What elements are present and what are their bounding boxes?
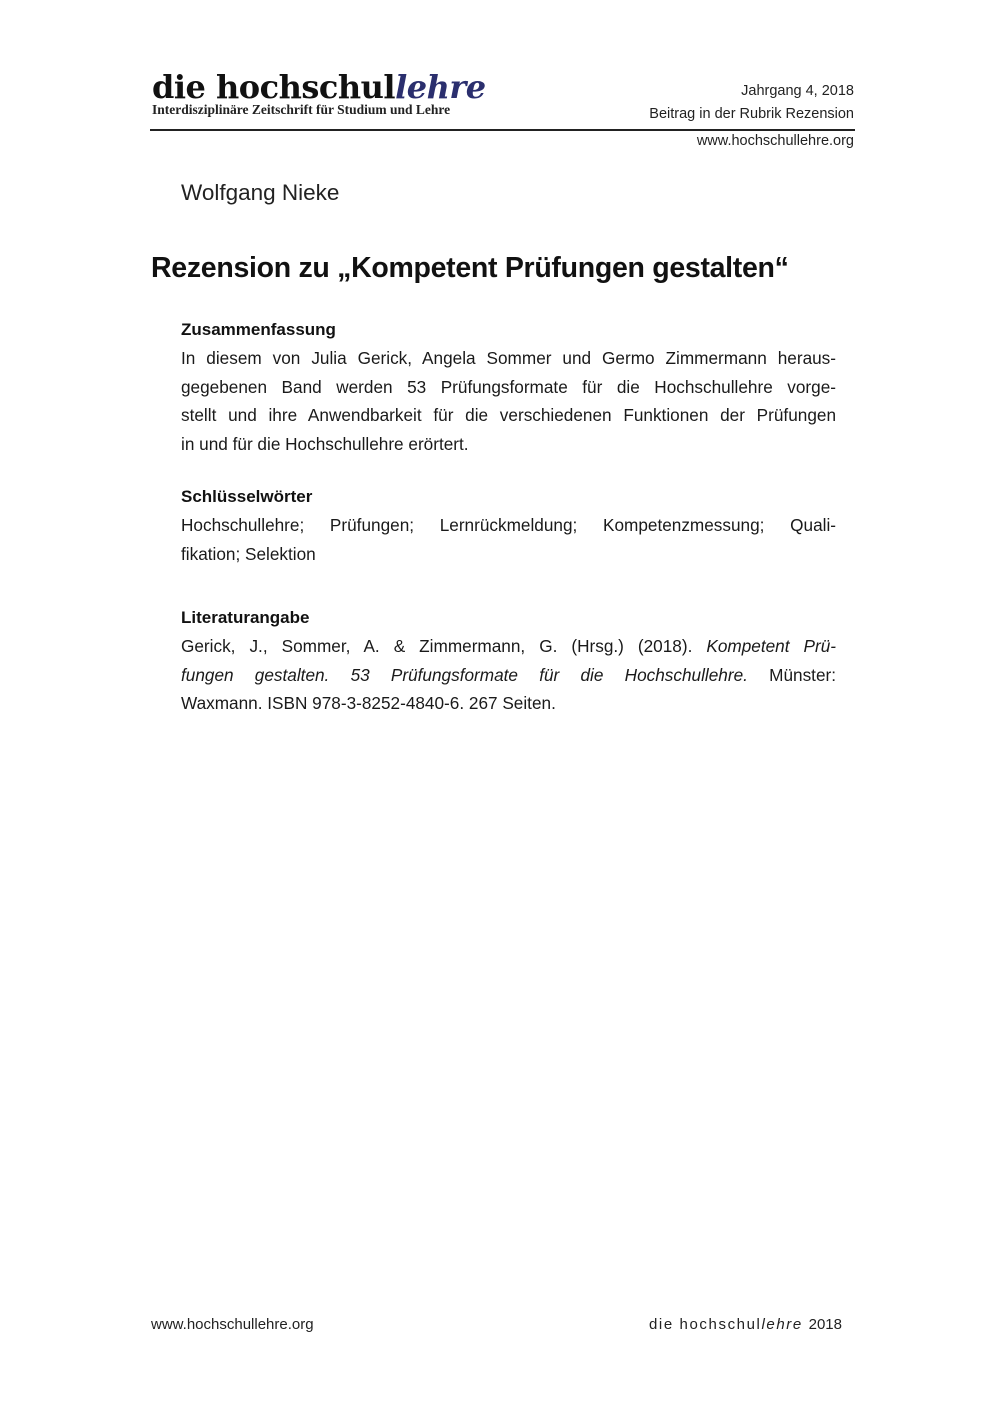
- logo-accent: lehre: [395, 68, 486, 106]
- summary-text: [181, 344, 836, 458]
- citation-line: [181, 632, 836, 661]
- journal-subtitle: Interdisziplinäre Zeitschrift für Studium und Lehre: [152, 102, 451, 117]
- footer-year: 2018: [808, 1316, 842, 1333]
- keywords-section: [181, 487, 836, 568]
- summary-line: gegebenen Band werden 53 Prüfungsformate für die Hochschullehre vorge-: [181, 376, 836, 397]
- header-divider: [150, 129, 855, 131]
- summary-line: in und für die Hochschullehre erörtert.: [181, 433, 469, 454]
- citation-heading: Literaturangabe: [181, 608, 310, 627]
- summary-line: stellt und ihre Anwendbarkeit für die verschiedenen Funktionen der Prüfungen: [181, 405, 836, 426]
- footer-journal: [649, 1316, 842, 1333]
- citation-book-title: Kompetent Prü-: [706, 636, 836, 656]
- rubric-info: Beitrag in der Rubrik Rezension: [649, 106, 854, 122]
- volume-info: Jahrgang 4, 2018: [741, 83, 854, 99]
- citation-authors: Gerick, J., Sommer, A. & Zimmermann, G. (Hrsg.) (2018).: [181, 636, 707, 656]
- citation-section: [181, 608, 836, 718]
- author-name: Wolfgang Nieke: [181, 180, 340, 205]
- citation-line: [181, 661, 836, 690]
- keywords-heading: Schlüsselwörter: [181, 487, 313, 506]
- journal-masthead: [152, 70, 486, 117]
- keywords-text: [181, 511, 836, 568]
- logo-prefix: die hochschul: [152, 68, 396, 106]
- summary-line: In diesem von Julia Gerick, Angela Sommer und Germo Zimmermann heraus-: [181, 348, 836, 368]
- header-url: www.hochschullehre.org: [696, 133, 854, 149]
- citation-place: Münster:: [747, 664, 836, 685]
- footer-journal-prefix: die hochschul: [648, 1316, 762, 1333]
- citation-line: Waxmann. ISBN 978-3-8252-4840-6. 267 Seiten.: [181, 693, 556, 714]
- citation-text: [181, 632, 836, 718]
- summary-heading: Zusammenfassung: [181, 320, 336, 339]
- summary-section: [181, 320, 836, 458]
- article-title: Rezension zu „Kompetent Prüfungen gestalten“: [151, 252, 789, 284]
- keywords-line: Hochschullehre; Prüfungen; Lernrückmeldung; Kompetenzmessung; Quali-: [181, 515, 836, 535]
- footer-url: www.hochschullehre.org: [151, 1316, 314, 1333]
- citation-book-title-cont: fungen gestalten. 53 Prüfungsformate für die Hochschullehre.: [181, 664, 748, 685]
- footer-journal-accent: lehre: [761, 1316, 803, 1333]
- keywords-line: fikation; Selektion: [181, 543, 316, 564]
- journal-logo: [152, 70, 486, 104]
